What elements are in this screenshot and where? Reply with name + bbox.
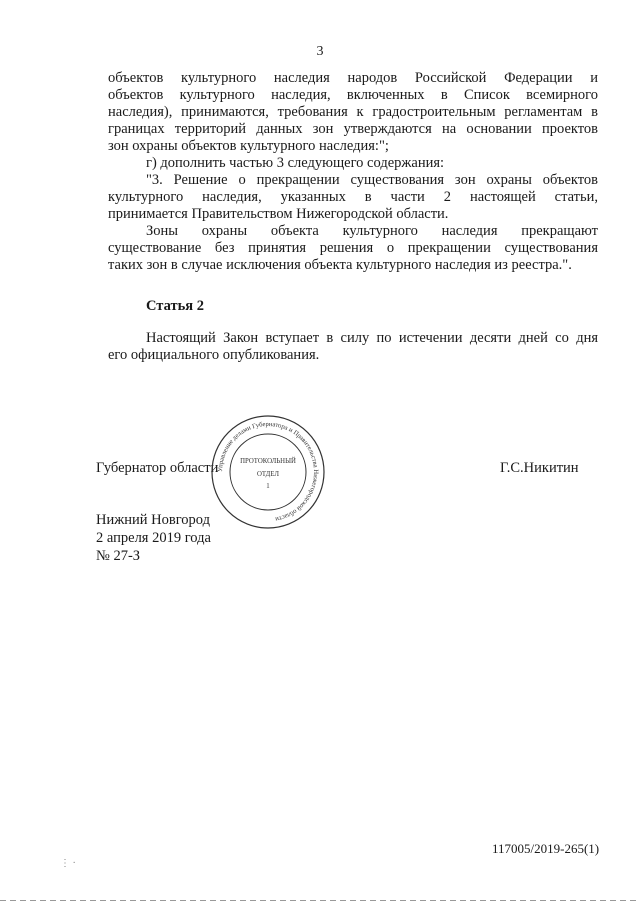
law-number: № 27-З bbox=[96, 548, 141, 564]
body-text-line: принимается Правительством Нижегородской области. bbox=[108, 206, 449, 222]
body-text-line: Настоящий Закон вступает в силу по истечении десяти дней со дня bbox=[146, 330, 598, 346]
body-text-line: объектов культурного наследия народов Российской Федерации и bbox=[108, 70, 598, 86]
registration-number: 117005/2019-265(1) bbox=[492, 841, 600, 856]
official-stamp bbox=[208, 412, 328, 532]
signatory-title: Губернатор области bbox=[96, 460, 219, 476]
body-text-line: Зоны охраны объекта культурного наследия прекращают bbox=[146, 223, 598, 239]
body-text-line: объектов культурного наследия, включенных в Список всемирного bbox=[108, 87, 598, 103]
signatory-name: Г.С.Никитин bbox=[500, 460, 579, 476]
scan-noise: ⋮ · bbox=[60, 858, 76, 869]
place-city: Нижний Новгород bbox=[96, 512, 211, 528]
stamp-ring-text: Управление делами Губернатора и Правительства Нижегородской области bbox=[216, 420, 320, 523]
body-text-line: его официального опубликования. bbox=[108, 347, 320, 363]
body-text-line: зон охраны объектов культурного наследия:"; bbox=[108, 138, 389, 154]
stamp-graphic bbox=[208, 412, 328, 532]
body-text-line: "3. Решение о прекращении существования зон охраны объектов bbox=[146, 172, 598, 188]
page-number: 3 bbox=[316, 44, 324, 59]
body-text-line: границах территорий данных зон утверждаются на основании проектов bbox=[108, 121, 598, 137]
place-date: 2 апреля 2019 года bbox=[96, 530, 211, 546]
body-text-line: культурного наследия, указанных в части 2 настоящей статьи, bbox=[108, 189, 598, 205]
body-text-line: существование без принятия решения о прекращении существования bbox=[108, 240, 598, 256]
amendment-item-g: г) дополнить частью 3 следующего содержания: bbox=[146, 155, 445, 171]
stamp-inner-line2: ОТДЕЛ bbox=[257, 471, 279, 478]
body-text-line: таких зон в случае исключения объекта культурного наследия из реестра.". bbox=[108, 257, 572, 273]
body-text-line: наследия), принимаются, требования к градостроительным регламентам в bbox=[108, 104, 598, 120]
scan-edge-line bbox=[0, 900, 640, 901]
article-heading: Статья 2 bbox=[146, 298, 204, 314]
stamp-inner-line1: ПРОТОКОЛЬНЫЙ bbox=[240, 458, 296, 465]
stamp-inner-line3: 1 bbox=[266, 483, 270, 490]
